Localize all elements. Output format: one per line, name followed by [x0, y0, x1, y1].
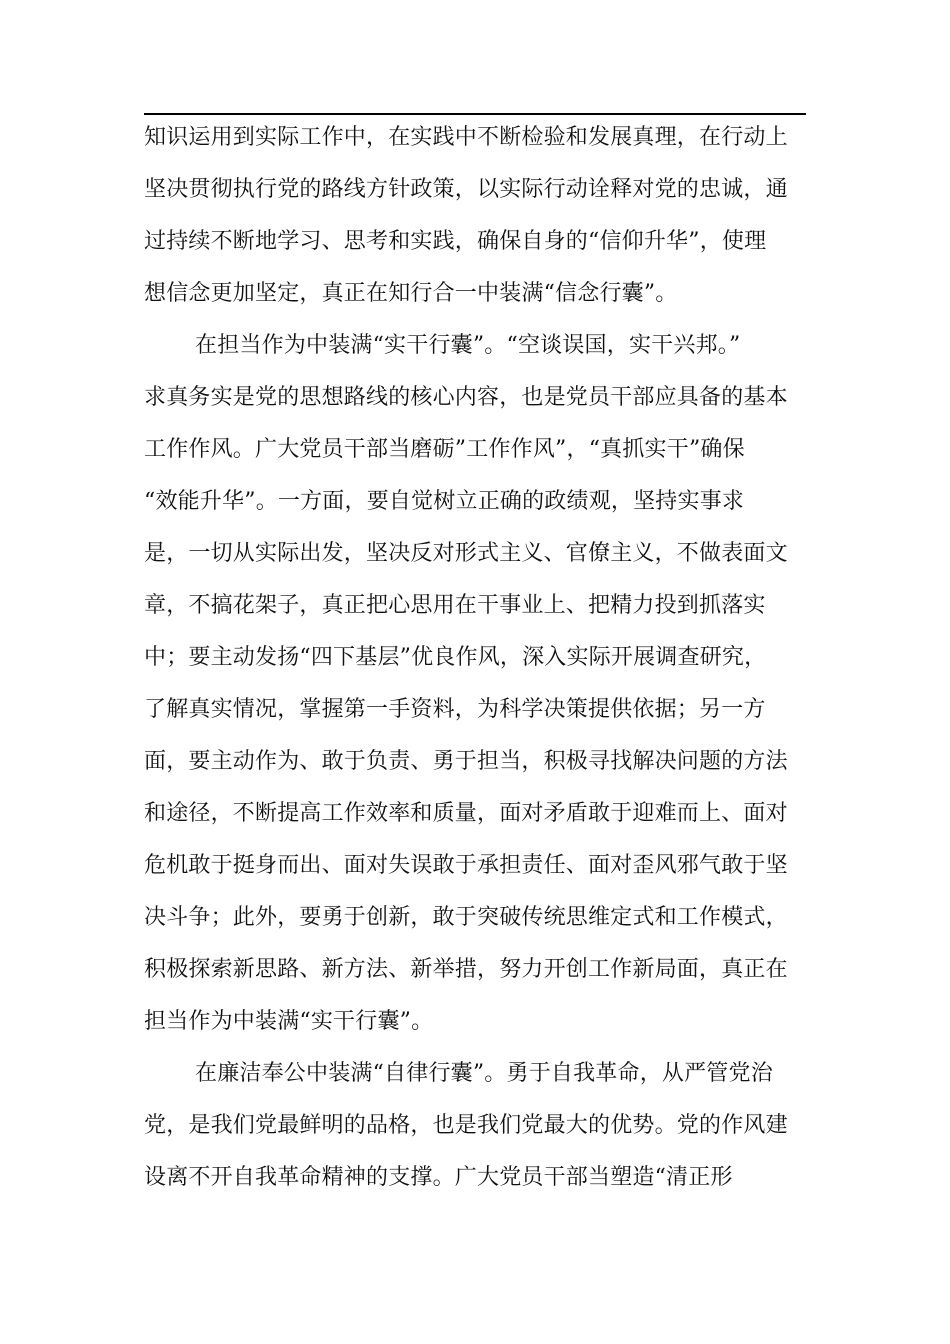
text-line: 积极探索新思路、新方法、新举措，努力开创工作新局面，真正在 [144, 957, 788, 982]
text-line: 设离不开自我革命精神的支撑。广大党员干部当塑造“清正形 [144, 1165, 733, 1190]
text-line: 面，要主动作为、敢于负责、勇于担当，积极寻找解决问题的方法 [144, 749, 788, 774]
body-text [144, 112, 806, 1204]
text-line: 是，一切从实际出发，坚决反对形式主义、官僚主义，不做表面文 [144, 541, 788, 566]
text-line: 担当作为中装满“实干行囊”。 [144, 1009, 434, 1034]
text-line: 章，不搞花架子，真正把心思用在干事业上、把精力投到抓落实 [144, 593, 766, 618]
text-line: 工作作风。广大党员干部当磨砺”工作作风”，“真抓实干”确保 [144, 437, 745, 462]
paragraph-start-line: 在担当作为中装满“实干行囊”。“空谈误国，实干兴邦。” [195, 333, 741, 358]
text-line: 坚决贯彻执行党的路线方针政策，以实际行动诠释对党的忠诚，通 [144, 177, 788, 202]
paragraph-start-line: 在廉洁奉公中装满“自律行囊”。勇于自我革命，从严管党治 [195, 1061, 773, 1086]
text-line: 中；要主动发扬“四下基层”优良作风，深入实际开展调查研究， [144, 645, 767, 670]
text-line: 危机敢于挺身而出、面对失误敢于承担责任、面对歪风邪气敢于坚 [144, 853, 788, 878]
text-line: 求真务实是党的思想路线的核心内容，也是党员干部应具备的基本 [144, 385, 788, 410]
text-line: 知识运用到实际工作中，在实践中不断检验和发展真理，在行动上 [144, 125, 788, 150]
text-line: 党，是我们党最鲜明的品格，也是我们党最大的优势。党的作风建 [144, 1113, 788, 1138]
text-line: “效能升华”。一方面，要自觉树立正确的政绩观，坚持实事求 [144, 489, 745, 514]
text-line: 想信念更加坚定，真正在知行合一中装满“信念行囊”。 [144, 281, 678, 306]
text-line: 和途径，不断提高工作效率和质量，面对矛盾敢于迎难而上、面对 [144, 801, 788, 826]
text-line: 了解真实情况，掌握第一手资料，为科学决策提供依据；另一方 [144, 697, 766, 722]
text-line: 过持续不断地学习、思考和实践，确保自身的“信仰升华”，使理 [144, 229, 767, 254]
text-line: 决斗争；此外，要勇于创新，敢于突破传统思维定式和工作模式， [144, 905, 788, 930]
